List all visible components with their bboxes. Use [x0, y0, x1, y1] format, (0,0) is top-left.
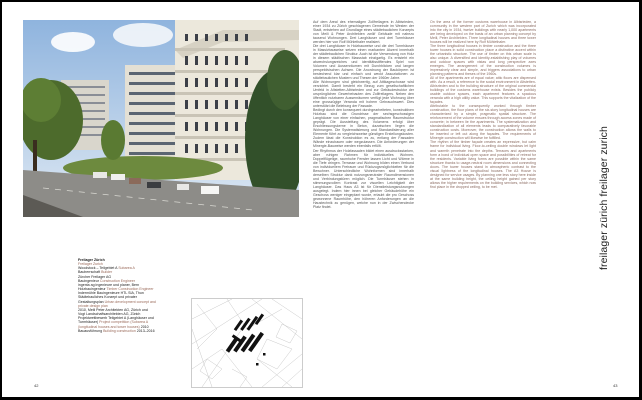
paragraph: Der Rhythmus der Holzfassaden bildet einen ausdrucksstarken, aber ruhigen Rahmen für individuelles Wohnen. Doppelflügelige, raumhohe Fenster lassen Licht und Wärme in die Tiefe dringen. Terrasse und Wohnung bilden einen Verbund von individuellem Freiraum und Rückzugsmöglichkeiten für die Bewohner. Unterschiedliche Wohnformen sind innerhalb derselben Struktur dank nutzungsneutraler Raumdimensionen und Verbindungstüren möglich. Die Turmhäuser stehen in stimmungsvollem Kontrast zur visuellen Leichtigkeit der Langhäuser. Das Haus A3 ist für Dienstleistungsnutzungen ausgelegt. Indem hier innen bei gleicher Gebäudehöhe ein Geschoss weniger eingeplant wurde, erlaubt die pro Geschoss gewonnene Raumhöhe, den höheren Anforderungen an die Haustechnik zu genügen, welche nun in der Zwischendecke Platz findet.: [313, 148, 414, 209]
credit-english: (longitudinal houses and tower houses): [78, 324, 140, 329]
paragraph: Alle Wohnungen sind gleichwertig, auf Attikageschosse wird verzichtet. Damit besteht ein Bezug zum gesellschaftlichen Umfeld in Altstetten-Albisrieden und zur Gebäudestruktur der ursprünglichen Gewerbebauten des Zollfreilagers. Neben den öffentlich nutzbaren Aussenräumen verfügt jede Wohnung über eine grosszügige Veranda mit hohem Gebrauchswert. Dies unterstützt die Belebung der Fassade.: [313, 80, 414, 109]
credit-german: 2010, Meili Peter Architekten AG, Zürich und: [78, 307, 148, 312]
building-photo-illustration: [23, 20, 299, 217]
credit-german: Projektwettbewerb Teilgebiet A (Langhäuser und: [78, 316, 154, 321]
credit-german: ingenta ag ingenieure und planer, Bern: [78, 282, 140, 287]
site-plan-buildings: [226, 314, 266, 366]
vertical-title-text: freilager zürich freilager zurich: [598, 126, 610, 270]
page-number-left: 42: [34, 383, 39, 388]
paragraph: Bedingt durch den konsequent durchgearbeiteten, konstruktiven Holzbau sind die Grundrisse der sechsgeschossigen Langhäuser von einer einfachen, pragmatischen Raumstruktur geprägt. Die Aussteifung des Volumens erfolgt über Erschliessungskerne in Beton, dazwischen liegen die Wohnungen. Die Systematisierung und Standardisierung aller Elemente führt zu vergleichsweise günstigen Erstellungskosten. Zudem lässt die Konstruktion es zu, entlang der Fassaden Wände einzubauen oder wegzulassen. Die Anforderungen der Minergie-Bauweise werden ebenfalls erfüllt.: [313, 108, 414, 149]
credit-english: private design plan: [78, 303, 108, 308]
text-column-german: [313, 20, 414, 362]
credit-german: Freilager Zürich: [78, 258, 105, 262]
credit-english: Building construction: [103, 328, 136, 333]
credit-german: Bauingenieur: [78, 278, 99, 283]
site-plan-drawing: [192, 299, 302, 387]
credit-english: Timber Construction Engineer: [106, 287, 154, 292]
credit-english: Construction Engineer: [99, 278, 136, 283]
credit-german: Indermühle Bauingenieure HTL SIA, Thun: [78, 291, 144, 296]
paragraph: The three longitudinal houses in timber construction and the three tower houses in solid construction place a distinctive accent within the urbanistic structure. The use of timber on this urban scale is also unique. A diversified and identity-establishing play of volumes and outdoor spaces with vistas and long perspective axes emerges. The arrangement of the construction volumes is impressively clear and simple, and triggers associations to urban planning patterns and theses of the 1960s.: [430, 44, 536, 77]
paragraph: Attributable to the consequently worked through timber construction, the floor plans of the six-story longitudinal houses are characterized by a simple, pragmatic spatial structure. The reinforcement of the volume ensues through access zones made of concrete; in between lie the apartments. The systematization and standardization of all elements leads to comparatively favorable construction costs. Moreover, the construction allows the walls to be inserted or left out along the façades. The requirements of Minergie construction will likewise be fulfilled.: [430, 104, 536, 141]
vertical-title: [598, 126, 618, 272]
credit-german: Städtebauliches Konzept und privater: [78, 295, 137, 300]
credit-german: Turmhäuser): [78, 320, 99, 325]
book-spread: [2, 2, 639, 397]
credit-german: Bauherrschaft: [78, 270, 101, 275]
site-plan: [191, 298, 303, 388]
paragraph: The rhythm of the timber façade creates an expressive, but calm frame for individual living. Floor-to-ceiling double windows let light and warmth penetrate into the depths. Terraces and apartments form a bond of individual open space and possibilities of retreat for the residents. Variable living forms are possible within the same structure thanks to usage-neutral room dimensions and connecting doors. The tower houses stand in atmospheric contrast to the visual lightness of the longitudinal houses. The A3 House is designed for service usages. By planning one less story here inside at the same building height, the ceiling height gained per story allows the higher requirements on the building services, which now find place in the dropped ceiling, to be met.: [430, 140, 536, 189]
credit-english: Builder: [101, 270, 113, 275]
credit-english: Urban development concept and: [104, 299, 156, 304]
credit-german: Gestaltungsplan: [78, 299, 104, 304]
paragraph: On the area of the former customs warehouse in Albisrieden, a community in the western part of Zurich which was incorporated into the city in 1934, twelve buildings with nearly 1,000 apartments are being developed on the basis of an urban planning concept by Meili, Peter Architekten. Three longitudinal houses and three tower houses will be realized here by Rolf Mühlethaler.: [430, 20, 536, 45]
credit-german: Holzbauingenieur: [78, 287, 106, 292]
page-number-right: 43: [613, 383, 618, 388]
project-credits: [78, 258, 173, 333]
credit-german: Freilager Zurich: [78, 262, 103, 267]
paragraph: Die drei Langhäuser in Holzbauweise und die drei Turmhäuser in Massivbauweise setzen einen markanten Akzent innerhalb der städtebaulichen Struktur. Auch ist die Verwendung von Holz in diesem städtischen Massstab einzigartig. Es entsteht ein abwechslungsreiches und identitätsstiftendes Spiel von Volumen und Aussenräumen mit Durchblicken und langen perspektivischen Achsen. Die Anordnung der Baukörpern ist bestechend klar und einfach und weckt Assoziationen zu städtebaulichen Mustern und Thesen der 1960er Jahre.: [313, 44, 414, 81]
credit-german: Bauausführung: [78, 328, 103, 333]
credit-year: 2013–2016: [136, 328, 155, 333]
credit-english: Subarea A: [118, 266, 135, 271]
credit-german: Vogt Landschaftsarchitekten AG, Zürich: [78, 312, 141, 317]
paragraph: All of the apartments are of equal value; attic floors are dispensed with. As a result, a reference to the social environment in Altstetten-Albisrieden and to the building structure of the original commercial buildings of the customs warehouse exists. Besides the publicly usable outdoor spaces, each apartment features a spacious veranda with a high utility value. This supports the vitalization of the façades.: [430, 76, 536, 105]
building-photo: [23, 20, 299, 217]
credit-year: 2010: [140, 324, 149, 329]
text-column-english: [430, 20, 536, 342]
paragraph: Auf dem Areal des ehemaligen Zollfreilagers in Albisrieden, einer 1934 zu Zürich geschlagenen Gemeinde im Westen der Stadt, entstehen auf Grundlage eines städtebaulichen Konzepts von Meili & Peter Architekten zwölf Gebäude mit nahezu tausend Wohnungen. Drei Langhäuser und drei Turmhäuser werden hier von Rolf Mühlethaler realisiert.: [313, 20, 414, 45]
credit-english: Project competition (Subarea A: [99, 320, 149, 325]
credit-german: Woodstock – Teilgebiet A: [78, 266, 118, 271]
credit-german: Zürcher Freilager AG: [78, 274, 112, 279]
credit-line: [78, 329, 173, 333]
